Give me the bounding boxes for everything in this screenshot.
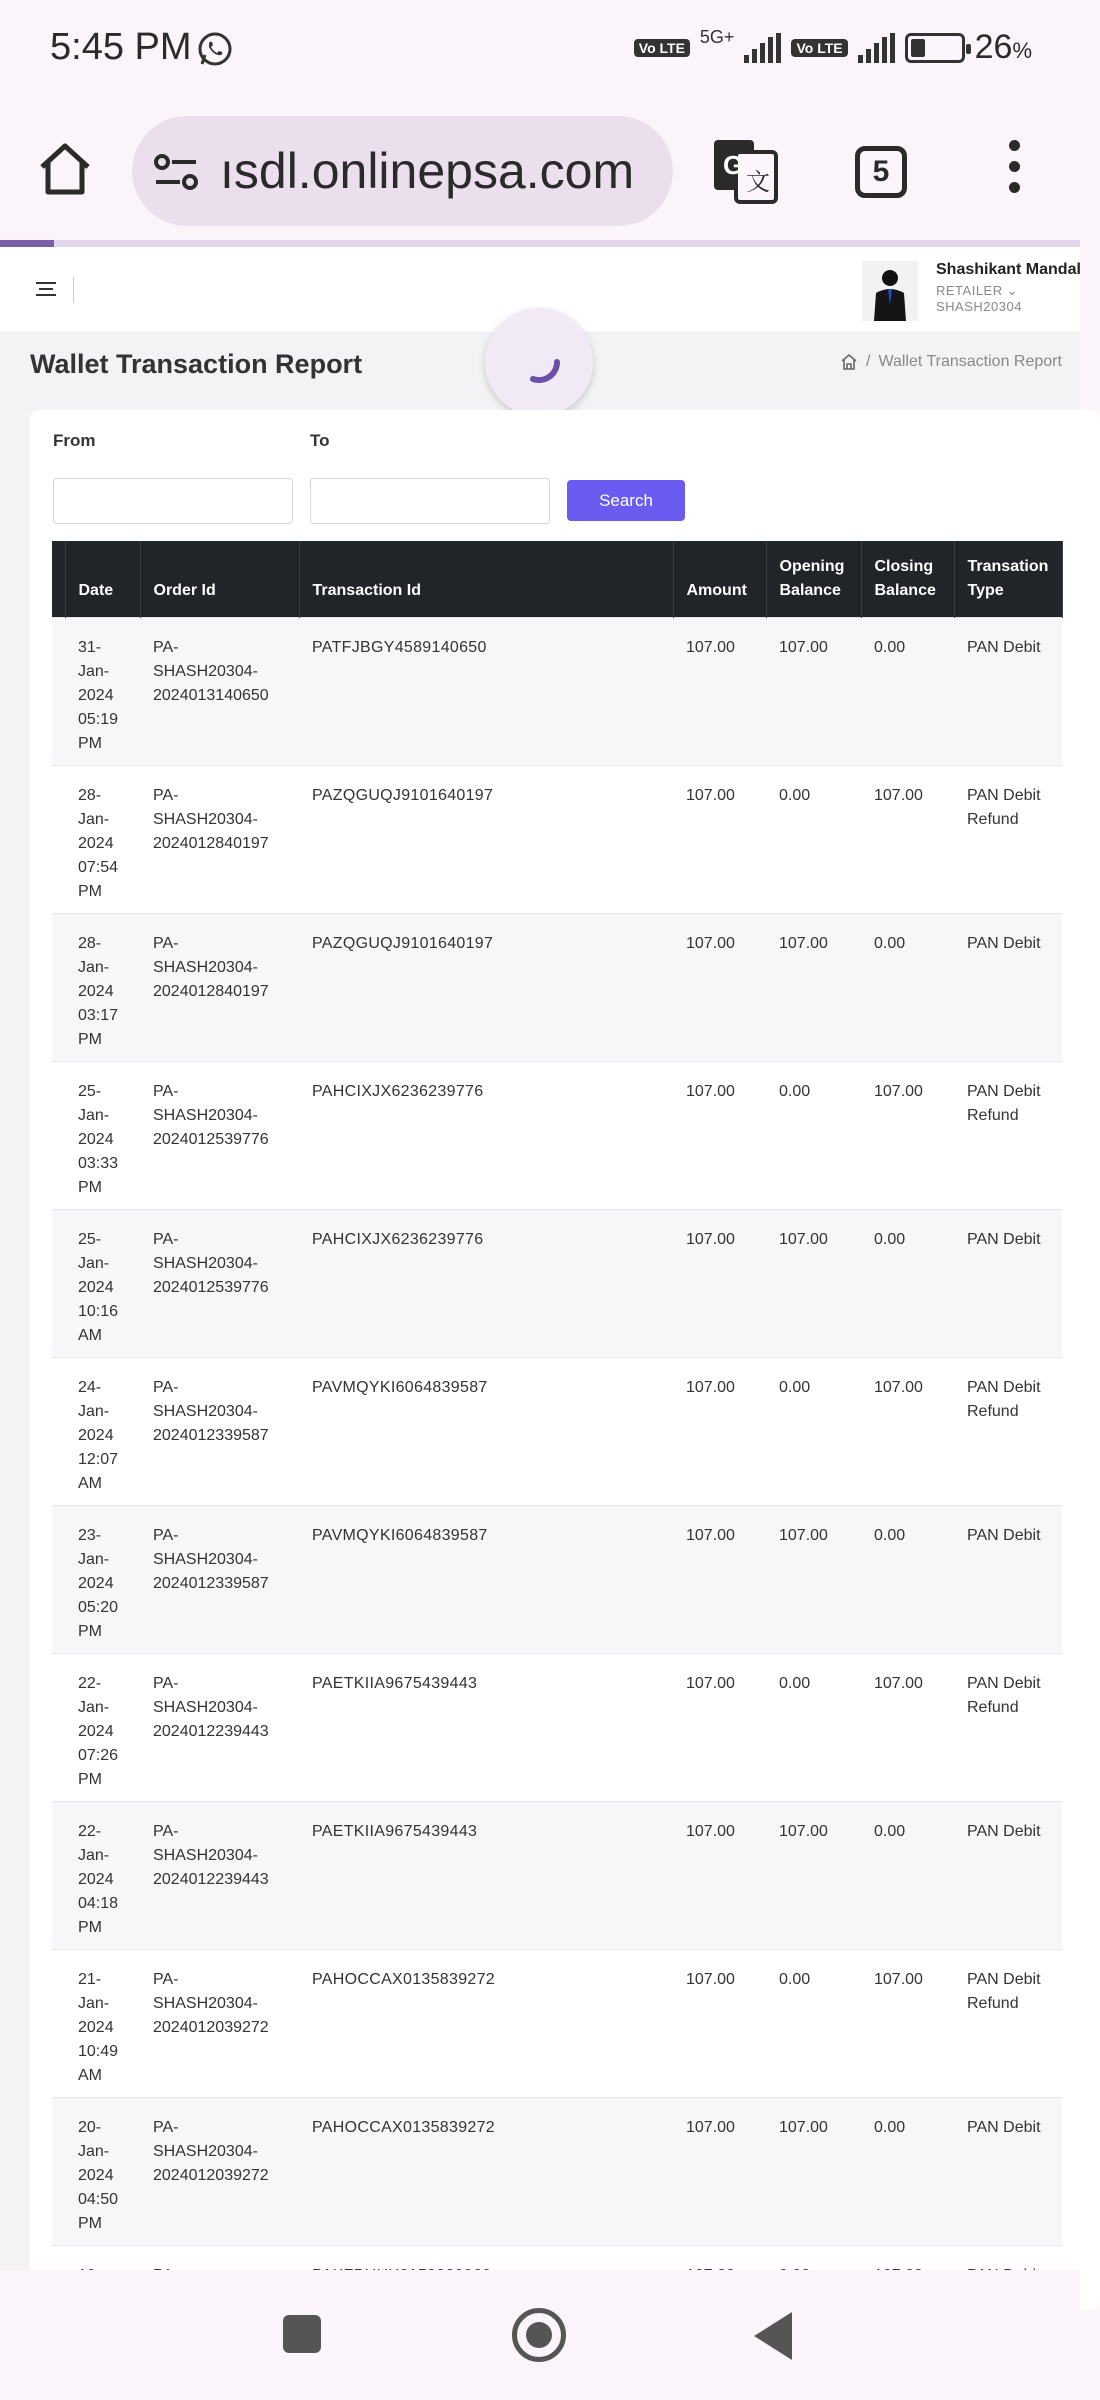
- row-spacer: [52, 1653, 65, 1801]
- cell-amount: 107.00: [673, 1801, 766, 1949]
- cell-transaction-type: PAN Debit: [954, 913, 1062, 1061]
- cell-opening-balance: 0.00: [766, 1949, 861, 2097]
- cell-transaction-id: PAETKIIA9675439443: [299, 1653, 673, 1801]
- from-date-input[interactable]: [53, 478, 293, 524]
- cell-amount: 107.00: [673, 617, 766, 765]
- cell-amount: 107.00: [673, 2097, 766, 2245]
- cell-date: 25- Jan- 2024 03:33 PM: [65, 1061, 140, 1209]
- table-row: [52, 765, 1062, 913]
- cell-amount: 107.00: [673, 765, 766, 913]
- cell-order-id: PA- SHASH20304- 2024012339587: [140, 1357, 299, 1505]
- cell-order-id: PA- SHASH20304- 2024012539776: [140, 1209, 299, 1357]
- battery-percent: 26%: [974, 28, 1032, 66]
- cell-amount: 107.00: [673, 1061, 766, 1209]
- from-label: From: [53, 431, 96, 450]
- more-vert-icon[interactable]: [1004, 140, 1024, 200]
- cell-transaction-id: PAHOCCAX0135839272: [299, 1949, 673, 2097]
- cell-transaction-id: PAETKIIA9675439443: [299, 1801, 673, 1949]
- table-row: [52, 617, 1062, 765]
- cell-order-id: PA- SHASH20304- 2024013140650: [140, 617, 299, 765]
- cell-transaction-type: PAN Debit: [954, 1505, 1062, 1653]
- cell-amount: 107.00: [673, 913, 766, 1061]
- cell-transaction-type: PAN Debit Refund: [954, 1949, 1062, 2097]
- header-transaction-type: Transation Type: [954, 541, 1062, 617]
- cell-order-id: PA- SHASH20304- 2024012339587: [140, 1505, 299, 1653]
- search-button[interactable]: Search: [567, 480, 685, 521]
- header-closing-balance: Closing Balance: [861, 541, 954, 617]
- table-row: [52, 1357, 1062, 1505]
- page-load-progress: [0, 240, 1080, 247]
- table-row: [52, 1801, 1062, 1949]
- cell-closing-balance: 0.00: [861, 1505, 954, 1653]
- cell-order-id: PA- SHASH20304- 2024012539776: [140, 1061, 299, 1209]
- cell-opening-balance: 107.00: [766, 2097, 861, 2245]
- loading-spinner: [485, 308, 593, 416]
- cell-closing-balance: 0.00: [861, 2097, 954, 2245]
- table-row: [52, 1949, 1062, 2097]
- tune-icon[interactable]: [154, 152, 198, 192]
- cell-opening-balance: 0.00: [766, 1061, 861, 1209]
- cell-closing-balance: 107.00: [861, 1061, 954, 1209]
- cell-date: 25- Jan- 2024 10:16 AM: [65, 1209, 140, 1357]
- cell-date: 28- Jan- 2024 03:17 PM: [65, 913, 140, 1061]
- cell-opening-balance: 0.00: [766, 765, 861, 913]
- to-label: To: [310, 431, 330, 450]
- row-spacer: [52, 1949, 65, 2097]
- cell-order-id: PA- SHASH20304- 2024012840197: [140, 913, 299, 1061]
- signal-icon-2: [858, 33, 895, 63]
- cell-transaction-type: PAN Debit: [954, 1209, 1062, 1357]
- report-card: [30, 410, 1100, 2310]
- cell-closing-balance: 107.00: [861, 765, 954, 913]
- cell-date: 24- Jan- 2024 12:07 AM: [65, 1357, 140, 1505]
- cell-date: 22- Jan- 2024 04:18 PM: [65, 1801, 140, 1949]
- cell-amount: 107.00: [673, 1209, 766, 1357]
- cell-transaction-type: PAN Debit Refund: [954, 1357, 1062, 1505]
- cell-order-id: PA- SHASH20304- 2024012239443: [140, 1653, 299, 1801]
- user-role-dropdown[interactable]: RETAILER ⌄: [936, 283, 1019, 298]
- sidebar-toggle-icon[interactable]: [36, 282, 56, 298]
- table-row: [52, 1209, 1062, 1357]
- cell-date: 23- Jan- 2024 05:20 PM: [65, 1505, 140, 1653]
- cell-opening-balance: 107.00: [766, 1209, 861, 1357]
- row-spacer: [52, 913, 65, 1061]
- header-transaction-id: Transaction Id: [299, 541, 673, 617]
- cell-order-id: PA- SHASH20304- 2024012039272: [140, 2097, 299, 2245]
- row-spacer: [52, 617, 65, 765]
- cell-date: 22- Jan- 2024 07:26 PM: [65, 1653, 140, 1801]
- recents-button[interactable]: [283, 2315, 321, 2353]
- browser-toolbar: [0, 100, 1080, 242]
- cell-amount: 107.00: [673, 1653, 766, 1801]
- row-spacer: [52, 1209, 65, 1357]
- cell-order-id: PA- SHASH20304- 2024012239443: [140, 1801, 299, 1949]
- cell-closing-balance: 107.00: [861, 1949, 954, 2097]
- cell-transaction-id: PAVMQYKI6064839587: [299, 1357, 673, 1505]
- cell-opening-balance: 0.00: [766, 1357, 861, 1505]
- cell-transaction-type: PAN Debit Refund: [954, 1061, 1062, 1209]
- header-opening-balance: Opening Balance: [766, 541, 861, 617]
- user-name[interactable]: Shashikant Mandal: [936, 261, 1081, 278]
- cell-closing-balance: 0.00: [861, 913, 954, 1061]
- cell-transaction-id: PAHOCCAX0135839272: [299, 2097, 673, 2245]
- tab-switcher-button[interactable]: 5: [855, 146, 907, 198]
- cell-amount: 107.00: [673, 1505, 766, 1653]
- network-type: 5G+: [699, 27, 735, 47]
- cell-transaction-id: PAVMQYKI6064839587: [299, 1505, 673, 1653]
- whatsapp-icon: [196, 30, 234, 68]
- cell-transaction-type: PAN Debit Refund: [954, 765, 1062, 913]
- back-button[interactable]: [754, 2312, 792, 2360]
- translate-icon[interactable]: [712, 138, 778, 204]
- to-date-input[interactable]: [310, 478, 550, 524]
- header-amount: Amount: [673, 541, 766, 617]
- home-button[interactable]: [512, 2308, 566, 2362]
- cell-transaction-id: PAZQGUQJ9101640197: [299, 913, 673, 1061]
- transaction-table: [52, 541, 1062, 2393]
- cell-date: 20- Jan- 2024 04:50 PM: [65, 2097, 140, 2245]
- row-spacer: [52, 1801, 65, 1949]
- svg-text:文: 文: [746, 168, 770, 196]
- cell-opening-balance: 0.00: [766, 1653, 861, 1801]
- status-bar: [0, 0, 1080, 100]
- cell-amount: 107.00: [673, 1357, 766, 1505]
- cell-opening-balance: 107.00: [766, 1801, 861, 1949]
- status-icons: [634, 28, 1032, 67]
- user-id: SHASH20304: [936, 299, 1022, 314]
- page-title: Wallet Transaction Report: [30, 349, 363, 379]
- header-spacer: [52, 541, 65, 617]
- cell-transaction-type: PAN Debit: [954, 1801, 1062, 1949]
- row-spacer: [52, 2097, 65, 2245]
- system-nav-bar: [0, 2270, 1080, 2400]
- table-header-row: [52, 541, 1062, 617]
- home-icon[interactable]: [840, 353, 858, 371]
- cell-order-id: PA- SHASH20304- 2024012039272: [140, 1949, 299, 2097]
- breadcrumb-current: Wallet Transaction Report: [878, 353, 1062, 370]
- cell-opening-balance: 107.00: [766, 617, 861, 765]
- avatar[interactable]: [862, 261, 918, 321]
- cell-transaction-id: PAHCIXJX6236239776: [299, 1209, 673, 1357]
- cell-closing-balance: 0.00: [861, 1209, 954, 1357]
- address-bar[interactable]: [132, 116, 673, 226]
- cell-date: 28- Jan- 2024 07:54 PM: [65, 765, 140, 913]
- cell-transaction-id: PAHCIXJX6236239776: [299, 1061, 673, 1209]
- row-spacer: [52, 765, 65, 913]
- volte-badge-2: Vo LTE: [791, 39, 847, 57]
- battery-icon: [905, 33, 965, 63]
- cell-date: 31- Jan- 2024 05:19 PM: [65, 617, 140, 765]
- page-content: [0, 333, 1080, 2270]
- table-row: [52, 1653, 1062, 1801]
- cell-transaction-type: PAN Debit Refund: [954, 1653, 1062, 1801]
- url-text: ısdl.onlinepsa.com: [220, 143, 635, 199]
- table-row: [52, 1505, 1062, 1653]
- cell-opening-balance: 107.00: [766, 913, 861, 1061]
- cell-closing-balance: 0.00: [861, 617, 954, 765]
- row-spacer: [52, 1357, 65, 1505]
- volte-badge-1: Vo LTE: [634, 39, 690, 57]
- cell-date: 21- Jan- 2024 10:49 AM: [65, 1949, 140, 2097]
- cell-opening-balance: 107.00: [766, 1505, 861, 1653]
- row-spacer: [52, 1505, 65, 1653]
- cell-transaction-type: PAN Debit: [954, 2097, 1062, 2245]
- table-row: [52, 913, 1062, 1061]
- home-icon[interactable]: [36, 140, 94, 198]
- cell-transaction-id: PATFJBGY4589140650: [299, 617, 673, 765]
- header-date: Date: [65, 541, 140, 617]
- status-time: 5:45 PM: [50, 26, 192, 68]
- cell-closing-balance: 107.00: [861, 1653, 954, 1801]
- signal-icon: [744, 33, 781, 63]
- svg-text:G: G: [723, 150, 744, 180]
- breadcrumb-separator: /: [866, 353, 871, 370]
- header-divider: [73, 277, 74, 303]
- cell-transaction-type: PAN Debit: [954, 617, 1062, 765]
- table-row: [52, 1061, 1062, 1209]
- cell-order-id: PA- SHASH20304- 2024012840197: [140, 765, 299, 913]
- cell-transaction-id: PAZQGUQJ9101640197: [299, 765, 673, 913]
- breadcrumb: [840, 353, 1062, 371]
- cell-closing-balance: 0.00: [861, 1801, 954, 1949]
- cell-closing-balance: 107.00: [861, 1357, 954, 1505]
- header-order-id: Order Id: [140, 541, 299, 617]
- row-spacer: [52, 1061, 65, 1209]
- cell-amount: 107.00: [673, 1949, 766, 2097]
- table-row: [52, 2097, 1062, 2245]
